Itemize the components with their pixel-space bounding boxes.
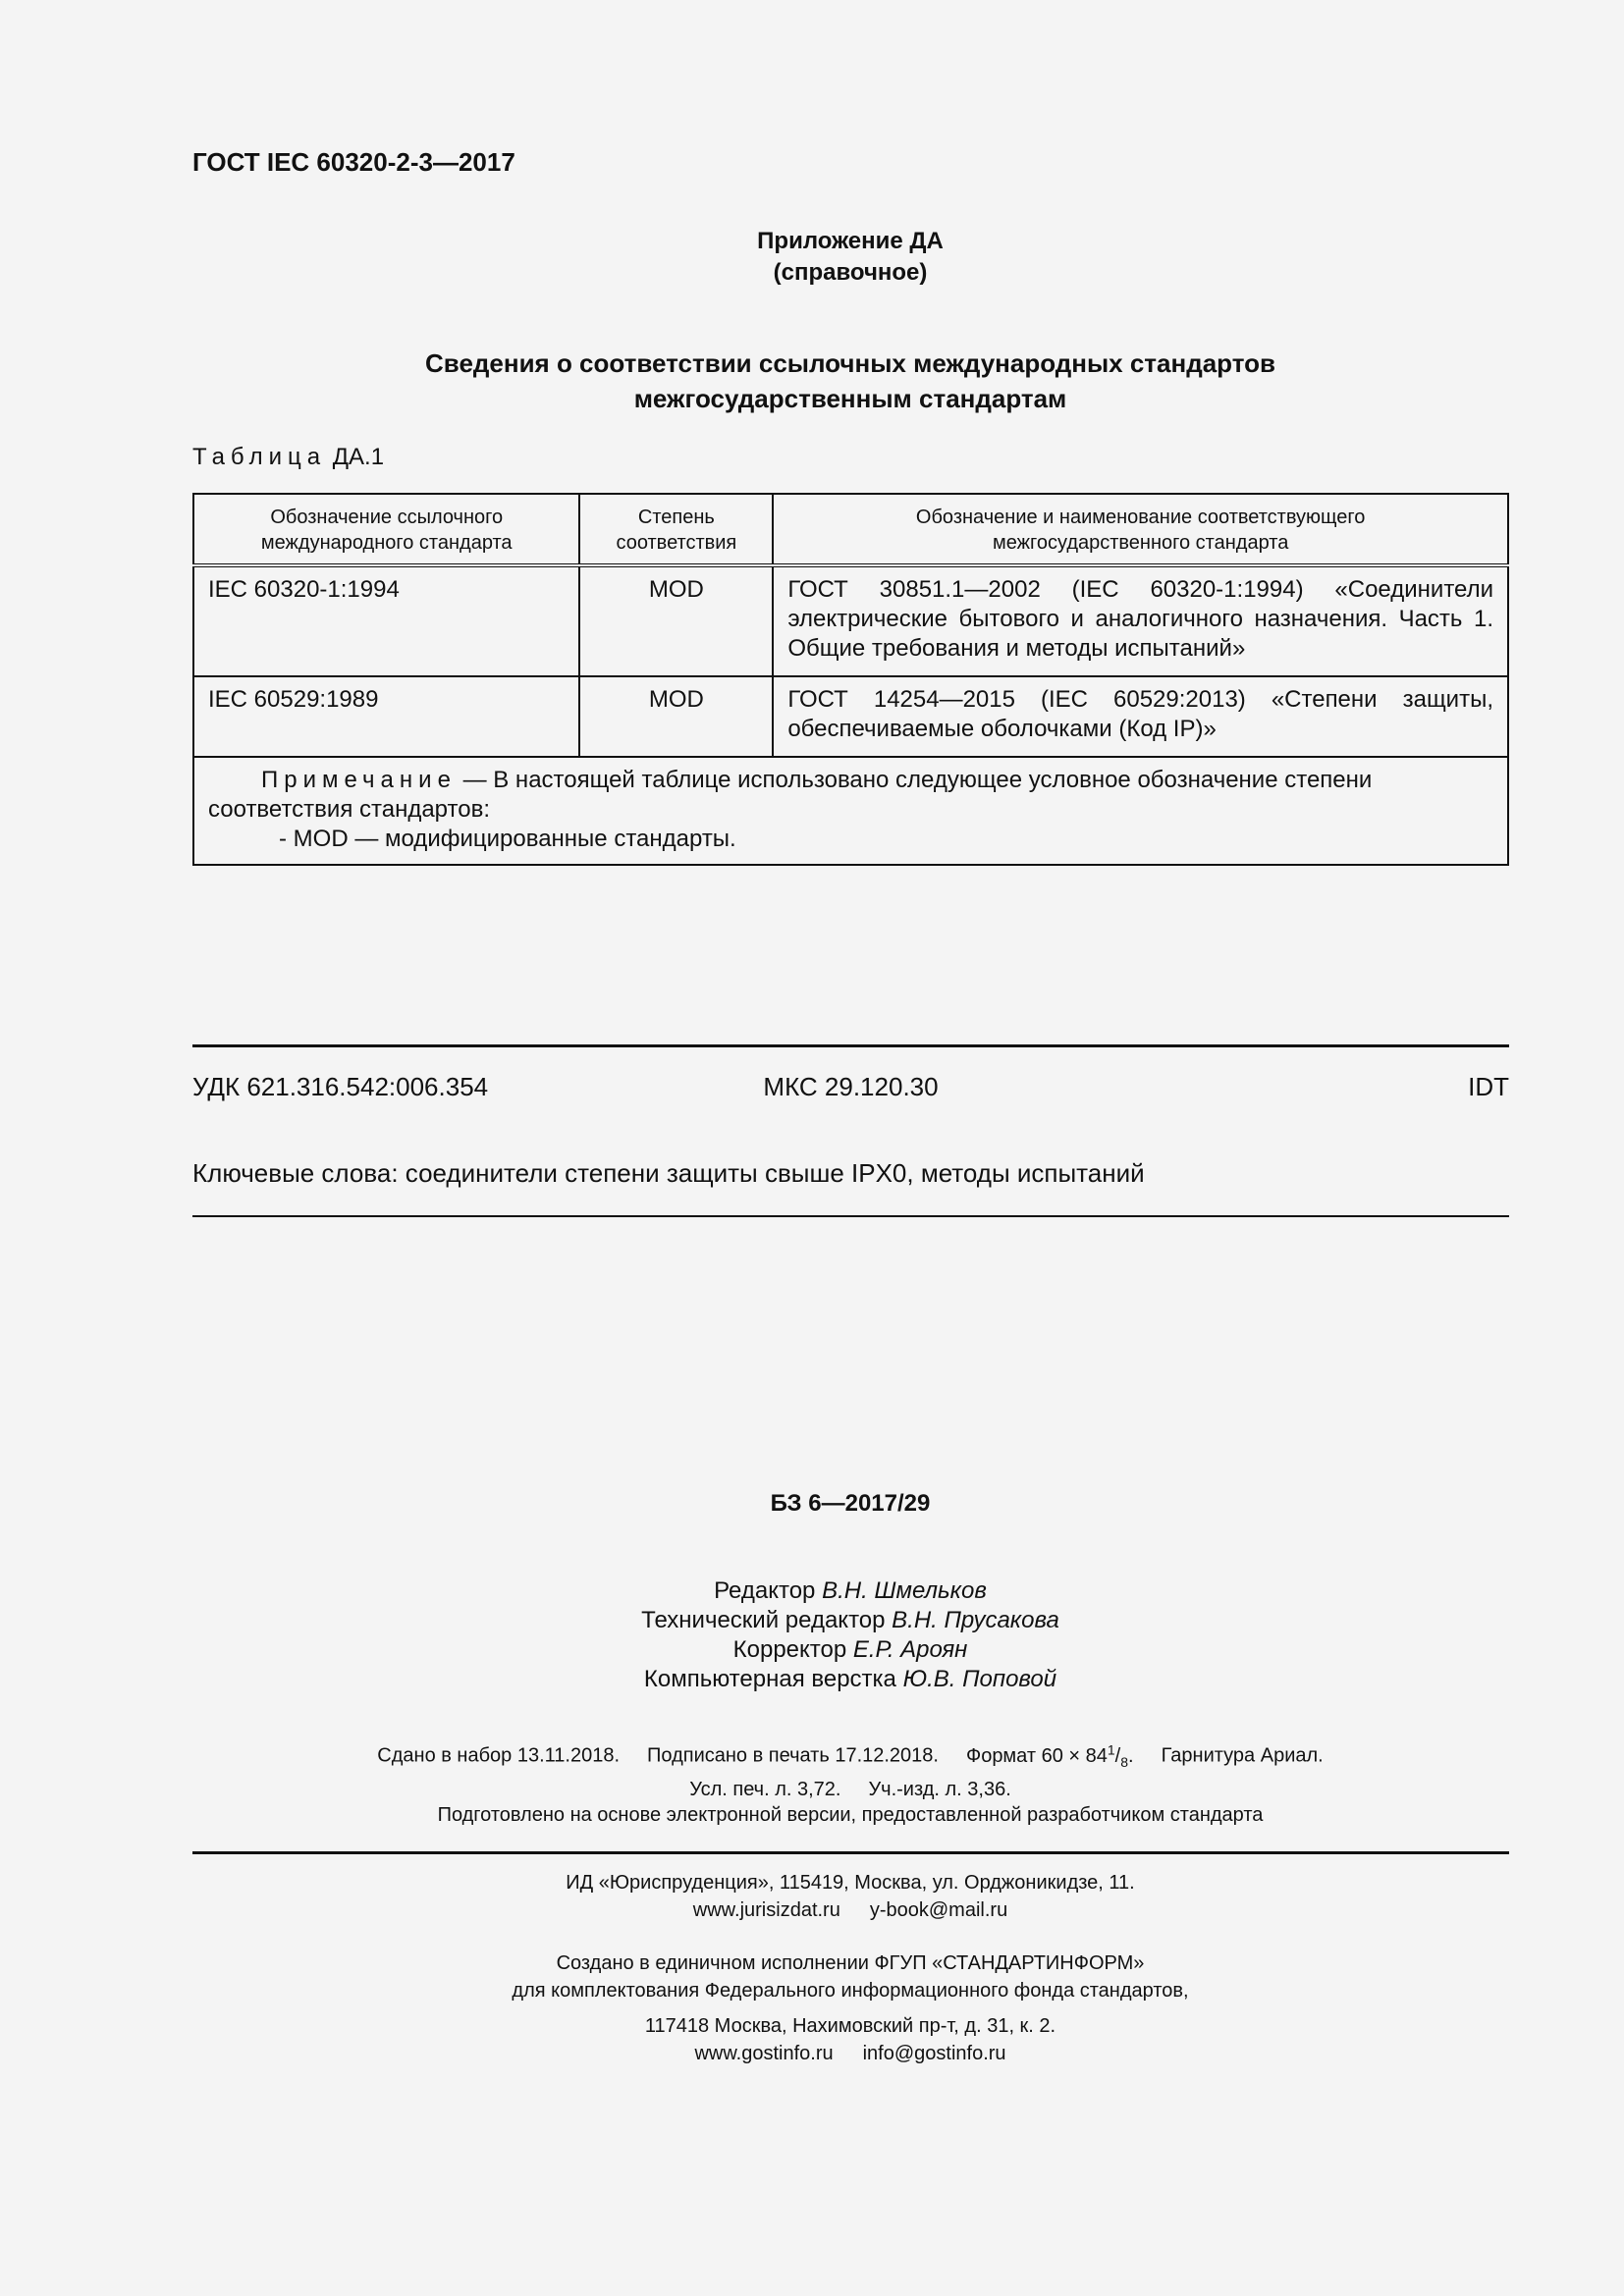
created-line2: для комплектования Федерального информационного фонда стандартов, (512, 1980, 1189, 2002)
cell-description: ГОСТ 14254—2015 (IEC 60529:2013) «Степени защиты, обеспечиваемые оболочками (Код IP)» (773, 676, 1508, 757)
publisher-site-link[interactable]: www.jurisizdat.ru (692, 1899, 840, 1921)
staff-role: Корректор (732, 1636, 847, 1663)
staff-role: Технический редактор (641, 1607, 886, 1633)
publisher-contacts (192, 1896, 1508, 1924)
editorial-staff (192, 1576, 1508, 1694)
print-format: Формат $60 \times 84^1/_8$. (965, 1741, 1134, 1770)
note-item: - MOD — модифицированные стандарты. (279, 826, 736, 852)
annex-heading (192, 226, 1508, 289)
note-body: — В настоящей таблице использовано следующее условное обозначение степени соответствия стандартов: (208, 767, 1373, 823)
header-col1-line1: Обозначение ссылочного (270, 507, 504, 528)
cell-degree: MOD (579, 565, 773, 676)
staff-name: Е.Р. Ароян (852, 1636, 968, 1663)
table-label (192, 444, 384, 471)
imprint-divider (192, 1851, 1509, 1854)
table-row (193, 676, 1508, 757)
format-suffix: . (1128, 1744, 1134, 1767)
print-details (192, 1735, 1508, 1803)
section-divider-top (192, 1044, 1509, 1047)
document-code: ГОСТ IEC 60320-2-3—2017 (192, 147, 515, 177)
annex-title: Приложение ДА (757, 228, 944, 254)
created-info (192, 1949, 1508, 2004)
print-sheets: Усл. печ. л. 3,72. (689, 1778, 841, 1800)
publisher-mail-link[interactable]: y-book@mail.ru (869, 1899, 1008, 1921)
correspondence-table (192, 493, 1509, 866)
staff-proofreader (192, 1635, 1508, 1665)
udk-code: УДК 621.316.542:006.354 (192, 1072, 489, 1101)
table-note (193, 757, 1508, 865)
format-sup: 1 (1107, 1741, 1115, 1757)
header-degree (579, 494, 773, 565)
annex-subtitle: (справочное) (773, 259, 928, 286)
format-sub: 8 (1120, 1753, 1129, 1770)
staff-layout (192, 1665, 1508, 1694)
header-col3-line2: межгосударственного стандарта (992, 532, 1289, 554)
cell-description: ГОСТ 30851.1—2002 (IEC 60320-1:1994) «Соединители электрические бытового и аналогичного назначения. Часть 1. Общие требования и методы испытаний» (773, 565, 1508, 676)
signed-date: Подписано в печать 17.12.2018. (647, 1744, 939, 1767)
print-line1 (192, 1735, 1508, 1776)
cell-degree: MOD (579, 676, 773, 757)
address-line: 117418 Москва, Нахимовский пр-т, д. 31, к. 2. (644, 2015, 1056, 2037)
note-label: Примечание (261, 767, 457, 793)
header-col2-line2: соответствия (616, 532, 737, 554)
staff-name: Ю.В. Поповой (902, 1666, 1057, 1692)
section-divider-bottom (192, 1215, 1509, 1217)
font-name: Гарнитура Ариал. (1161, 1744, 1324, 1767)
print-line2 (192, 1776, 1508, 1803)
keywords: Ключевые слова: соединители степени защиты свыше IPX0, методы испытаний (192, 1158, 1145, 1188)
staff-tech-editor (192, 1606, 1508, 1635)
publisher-line: ИД «Юриспруденция», 115419, Москва, ул. Орджоникидзе, 11. (566, 1872, 1135, 1894)
annex-main-title (192, 346, 1508, 416)
staff-name: В.Н. Прусакова (892, 1607, 1059, 1633)
publisher-info (192, 1869, 1508, 1924)
address-contacts (192, 2040, 1508, 2067)
format-prefix: Формат 60 × 84 (965, 1744, 1108, 1767)
prepared-note: Подготовлено на основе электронной версии, предоставленной разработчиком стандарта (437, 1804, 1264, 1826)
header-reference-standard (193, 494, 579, 565)
table-label-number: ДА.1 (332, 444, 385, 470)
header-col3-line1: Обозначение и наименование соответствующего (915, 507, 1366, 528)
created-line1: Создано в единичном исполнении ФГУП «СТАНДАРТИНФОРМ» (556, 1952, 1145, 1974)
table-header-row (193, 494, 1508, 565)
idt-code: IDT (1468, 1072, 1509, 1101)
main-title-line1: Сведения о соответствии ссылочных международных стандартов (425, 348, 1275, 378)
table-note-row (193, 757, 1508, 865)
cell-reference: IEC 60320-1:1994 (193, 565, 579, 676)
address-info (192, 2012, 1508, 2067)
main-title-line2: межгосударственным стандартам (633, 384, 1067, 413)
typeset-date: Сдано в набор 13.11.2018. (377, 1744, 621, 1767)
staff-editor (192, 1576, 1508, 1606)
header-col2-line1: Степень (637, 507, 715, 528)
header-interstate-standard (773, 494, 1508, 565)
note-text (208, 766, 1493, 825)
gostinfo-site-link[interactable]: www.gostinfo.ru (694, 2043, 834, 2064)
mks-code: МКС 29.120.30 (763, 1072, 939, 1101)
gostinfo-mail-link[interactable]: info@gostinfo.ru (862, 2043, 1006, 2064)
cell-reference: IEC 60529:1989 (193, 676, 579, 757)
staff-role: Редактор (714, 1577, 816, 1604)
publication-sheets: Уч.-изд. л. 3,36. (868, 1778, 1011, 1800)
header-col1-line2: международного стандарта (260, 532, 513, 554)
table-row (193, 565, 1508, 676)
staff-name: В.Н. Шмельков (822, 1577, 987, 1604)
staff-role: Компьютерная верстка (643, 1666, 896, 1692)
table-label-word: Таблица (192, 444, 327, 470)
bz-number: БЗ 6—2017/29 (770, 1490, 931, 1517)
